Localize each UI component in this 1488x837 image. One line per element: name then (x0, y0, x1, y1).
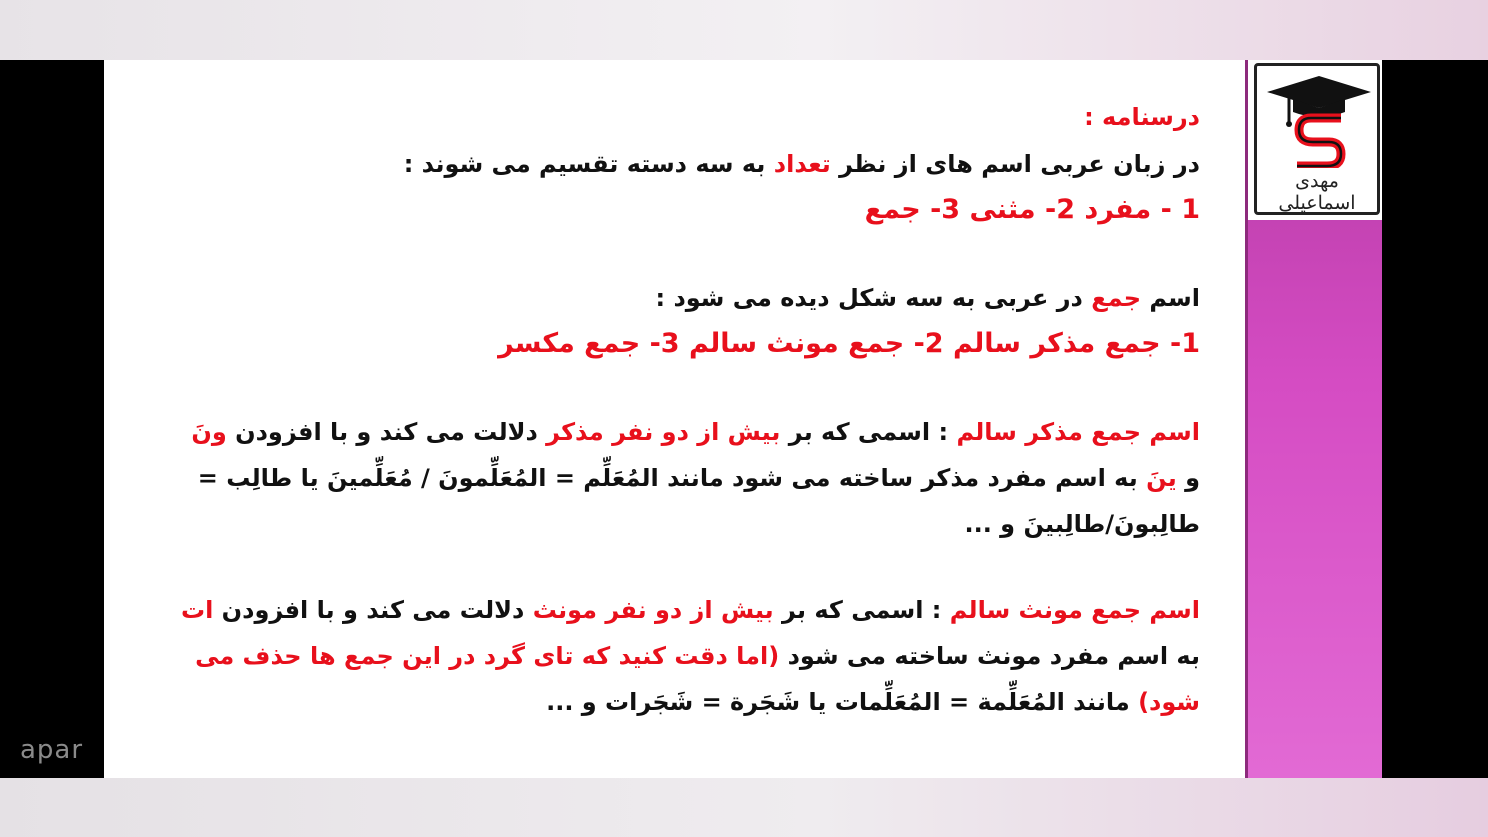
feminine-plural-line-2 (195, 636, 1200, 676)
fem-highlight: بیش از دو نفر مونث (532, 596, 774, 624)
teacher-logo (1254, 63, 1380, 215)
p2-text-c: در عربی به سه شکل دیده می شود : (655, 284, 1092, 312)
bottom-background-band (0, 778, 1488, 837)
fem-text-b: : اسمی که بر (773, 596, 950, 624)
paragraph-1 (404, 144, 1200, 184)
p1-highlight: تعداد (773, 150, 831, 178)
feminine-plural-line-3 (546, 682, 1200, 722)
top-background-band (0, 0, 1488, 60)
p1-text-c: به سه دسته تقسیم می شوند : (403, 150, 774, 178)
graduation-cap-icon (1259, 68, 1375, 168)
masc-text-d: دلالت می کند و با افزودن (226, 418, 547, 446)
fem-text-d: دلالت می کند و با افزودن (213, 596, 533, 624)
feminine-plural-line-1 (181, 590, 1200, 630)
fem-title: اسم جمع مونث سالم (949, 596, 1200, 624)
masc-text-b: : اسمی که بر (780, 418, 957, 446)
masc-suffix-2: ینَ (1146, 464, 1177, 492)
masculine-plural-line-3: طالِبونَ/طالِبینَ و ... (964, 510, 1200, 538)
fem-example: مانند المُعَلِّمة = المُعَلِّمات یا شَجَرة = شَجَرات و ... (546, 688, 1139, 716)
fem-text-l2a: به اسم مفرد مونث ساخته می شود (779, 642, 1200, 670)
logo-signature: مهدی اسماعیلی (1278, 170, 1356, 214)
paragraph-2 (655, 278, 1200, 318)
number-types-list: 1 - مفرد 2- مثنی 3- جمع (864, 194, 1200, 225)
fem-note: (اما دقت کنید که تای گرد در این جمع ها حذف می (195, 642, 780, 670)
masculine-plural-line-1 (191, 412, 1200, 452)
masc-highlight: بیش از دو نفر مذکر (546, 418, 781, 446)
masc-text-l2c: به اسم مفرد مذکر ساخته می شود مانند المُعَلِّم = المُعَلِّمونَ / مُعَلِّمینَ یا طالِب = (197, 464, 1147, 492)
masc-title: اسم جمع مذکر سالم (956, 418, 1200, 446)
plural-types-list: 1- جمع مذکر سالم 2- جمع مونث سالم 3- جمع مکسر (498, 328, 1200, 359)
p1-text-a: در زبان عربی اسم های از نظر (830, 150, 1200, 178)
lesson-heading: درسنامه : (1084, 103, 1200, 131)
slide-content (140, 60, 1200, 778)
fem-note-end: شود) (1138, 688, 1200, 716)
fem-suffix: ات (180, 596, 214, 624)
masc-text-l2a: و (1176, 464, 1200, 492)
player-right-bar (1382, 60, 1488, 778)
p2-text-a: اسم (1140, 284, 1200, 312)
masculine-plural-line-2 (198, 458, 1200, 498)
masc-suffix-1: ونَ (191, 418, 227, 446)
p2-highlight: جمع (1091, 284, 1141, 312)
watermark-logo: apar (20, 735, 84, 765)
